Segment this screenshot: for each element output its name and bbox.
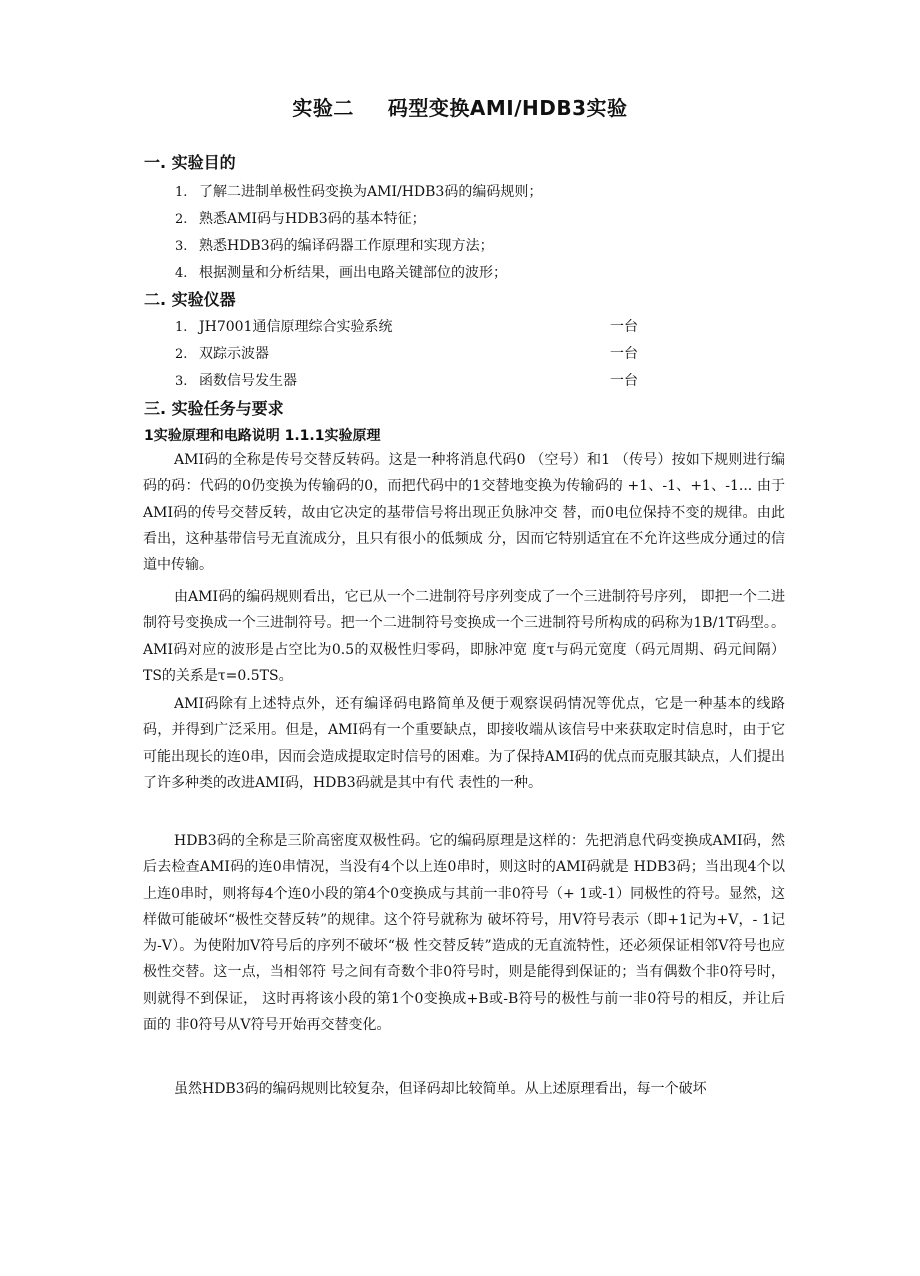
section-heading-objectives: 一. 实验目的 xyxy=(144,153,236,172)
instrument-quantity: 一台 xyxy=(610,373,638,389)
instrument-name: JH7001通信原理综合实验系统 xyxy=(199,319,393,335)
instrument-name: 函数信号发生器 xyxy=(199,373,297,389)
instrument-item: 2. 双踪示波器 一台 xyxy=(175,343,645,363)
paragraph-hdb3-principle: HDB3码的全称是三阶高密度双极性码。它的编码原理是这样的：先把消息代码变换成AMI码，然后去检查AMI码的连0串情况，当没有4个以上连0串时，则这时的AMI码就是 HDB3码；当出现4个以上连0串时，则将每4个连0小段的第4个0变换成与其前一非0符号（+ 1或-1）同极性的符号。显然，这样做可能破坏“极性交替反转”的规律。这个符号就称为 破坏符号，用V符号表示（即+1记为+V，- 1记为-V）。为使附加V符号后的序列不破坏“极 性交替反转”造成的无直流特性，还必须保证相邻V符号也应极性交替。这一点，当相邻符 号之间有奇数个非0符号时，则是能得到保证的；当有偶数个非0符号时，则就得不到保证， 这时再将该小段的第1个0变换成+B或-B符号的极性与前一非0符号的相反，并让后面的 非0符号从V符号开始再交替变化。 xyxy=(143,833,785,1034)
section-heading-tasks: 三. 实验任务与要求 xyxy=(144,399,284,418)
objective-item: 4. 根据测量和分析结果，画出电路关键部位的波形； xyxy=(175,265,507,281)
instrument-name: 双踪示波器 xyxy=(199,346,269,362)
paragraph-hdb3-decoding: 虽然HDB3码的编码规则比较复杂，但译码却比较简单。从上述原理看出，每一个破坏 xyxy=(174,1081,707,1097)
instrument-item: 3. 函数信号发生器 一台 xyxy=(175,370,645,390)
subsection-heading: 1实验原理和电路说明 1.1.1实验原理 xyxy=(144,428,381,444)
objective-item: 2. 熟悉AMI码与HDB3码的基本特征； xyxy=(175,211,426,227)
objective-item: 1. 了解二进制单极性码变换为AMI/HDB3码的编码规则； xyxy=(175,184,543,200)
instrument-quantity: 一台 xyxy=(610,319,638,335)
instrument-quantity: 一台 xyxy=(610,346,638,362)
objective-item: 3. 熟悉HDB3码的编译码器工作原理和实现方法； xyxy=(175,238,494,254)
title-experiment-name: 码型变换AMI/HDB3实验 xyxy=(387,96,628,120)
paragraph-ami-ternary: 由AMI码的编码规则看出，它已从一个二进制符号序列变成了一个三进制符号序列， 即把一个二进制符号变换成一个三进制符号。把一个二进制符号变换成一个三进制符号所构成的码称为1B/1T码型。。AMI码对应的波形是占空比为0.5的双极性归零码，即脉冲宽 度τ与码元宽度（码元周期、码元间隔）TS的关系是τ=0.5TS。 xyxy=(143,589,785,684)
title-experiment-number: 实验二 xyxy=(292,96,354,120)
page-title xyxy=(0,92,920,121)
paragraph-ami-drawbacks: AMI码除有上述特点外，还有编译码电路简单及便于观察误码情况等优点，它是一种基本的线路码，并得到广泛采用。但是，AMI码有一个重要缺点，即接收端从该信号中来获取定时信息时，由于它可能出现长的连0串，因而会造成提取定时信号的困难。为了保持AMI码的优点而克服其缺点，人们提出了许多种类的改进AMI码，HDB3码就是其中有代 表性的一种。 xyxy=(143,696,785,791)
section-heading-instruments: 二. 实验仪器 xyxy=(144,290,236,309)
instrument-item: 1. JH7001通信原理综合实验系统 一台 xyxy=(175,316,645,336)
paragraph-ami-definition: AMI码的全称是传号交替反转码。这是一种将消息代码0 （空号）和1 （传号）按如下规则进行编码的码：代码的0仍变换为传输码的0，而把代码中的1交替地变换为传输码的 +1、-1、+1、-1... 由于AMI码的传号交替反转，故由它决定的基带信号将出现正负脉冲交 替，而0电位保持不变的规律。由此看出，这种基带信号无直流成分，且只有很小的低频成 分，因而它特别适宜在不允许这些成分通过的信道中传输。 xyxy=(143,452,785,574)
